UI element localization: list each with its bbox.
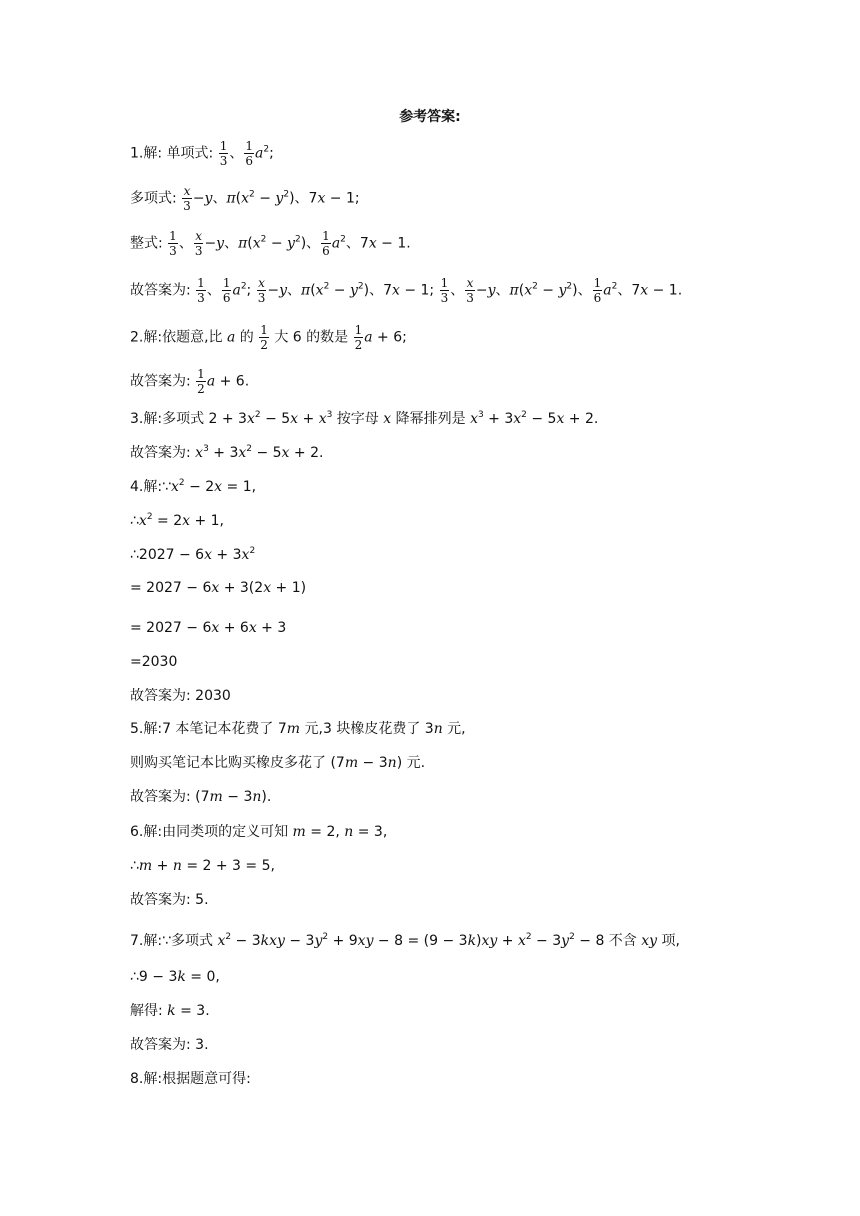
q6-line2: ∴m + n = 2 + 3 = 5,	[130, 858, 275, 874]
q5-line3: 故答案为: (7m − 3n).	[130, 789, 272, 805]
q4-line7: 故答案为: 2030	[130, 688, 231, 704]
q2-line2: 故答案为: $\frac{1}{2}$ a + 6.	[130, 367, 250, 396]
q3-line1: 3.解:多项式 $2 + 3x^2 - 5x + x^3$ 按字母 x 降幂排列是 $x^3 + 3x^2 - 5x + 2$.	[130, 410, 599, 427]
q1-line4: 故答案为: $\frac{1}{3}$ 、 $\frac{1}{6}$ $a^2$; $\frac{x}{3}$ −y、$\pi(x^2 - y^2)$、7x − 1; $\frac{1}{3}$ 、 $\frac{x}{3}$ −y、$\pi(x^2 - y^2)$、 $\frac{1}{6}$ $a^2$、7x − 1.	[130, 276, 683, 305]
q4-line6: =2030	[130, 654, 178, 670]
q3-line2: 故答案为: $x^3 + 3x^2 - 5x + 2$.	[130, 444, 324, 461]
q7-line2: ∴9 − 3k = 0,	[130, 969, 220, 985]
q1-line2: 多项式: $\frac{x}{3}$ −y、$\pi(x^2 - y^2)$、7x − 1;	[130, 184, 360, 213]
q8-line1: 8.解:根据题意可得:	[130, 1071, 251, 1087]
q4-line5: = 2027 − 6x + 6x + 3	[130, 620, 287, 636]
q4-line4: = 2027 − 6x + 3(2x + 1)	[130, 580, 307, 596]
q6-line3: 故答案为: 5.	[130, 892, 209, 908]
q1-line3: 整式: $\frac{1}{3}$ 、 $\frac{x}{3}$ −y、$\pi(x^2 - y^2)$、 $\frac{1}{6}$ $a^2$、7x − 1.	[130, 229, 411, 258]
page-title: 参考答案:	[399, 109, 461, 125]
q1-line1: 1.解: 单项式: $\frac{1}{3}$ 、 $\frac{1}{6}$ $a^2$;	[130, 139, 274, 168]
q4-line2: $\therefore x^2 = 2x + 1$,	[130, 512, 225, 529]
q5-line1: 5.解:7 本笔记本花费了 7m 元,3 块橡皮花费了 3n 元,	[130, 721, 466, 737]
q7-line3: 解得: k = 3.	[130, 1003, 210, 1019]
q7-line1: 7.解:∵多项式 $x^2 - 3kxy - 3y^2 + 9xy - 8 = (9 - 3k)xy + x^2 - 3y^2 - 8$ 不含 xy 项,	[130, 932, 680, 949]
q6-line1: 6.解:由同类项的定义可知 m = 2, n = 3,	[130, 824, 388, 840]
q7-line4: 故答案为: 3.	[130, 1037, 209, 1053]
q4-line1: 4.解$:\because x^2 - 2x = 1$,	[130, 478, 257, 495]
q5-line2: 则购买笔记本比购买橡皮多花了 (7m − 3n) 元.	[130, 755, 426, 771]
q4-line3: ∴2027 − $6x + 3x^2$	[130, 546, 256, 563]
q2-line1: 2.解:依题意,比 a 的 $\frac{1}{2}$ 大 6 的数是 $\frac{1}{2}$ a + 6;	[130, 323, 407, 352]
